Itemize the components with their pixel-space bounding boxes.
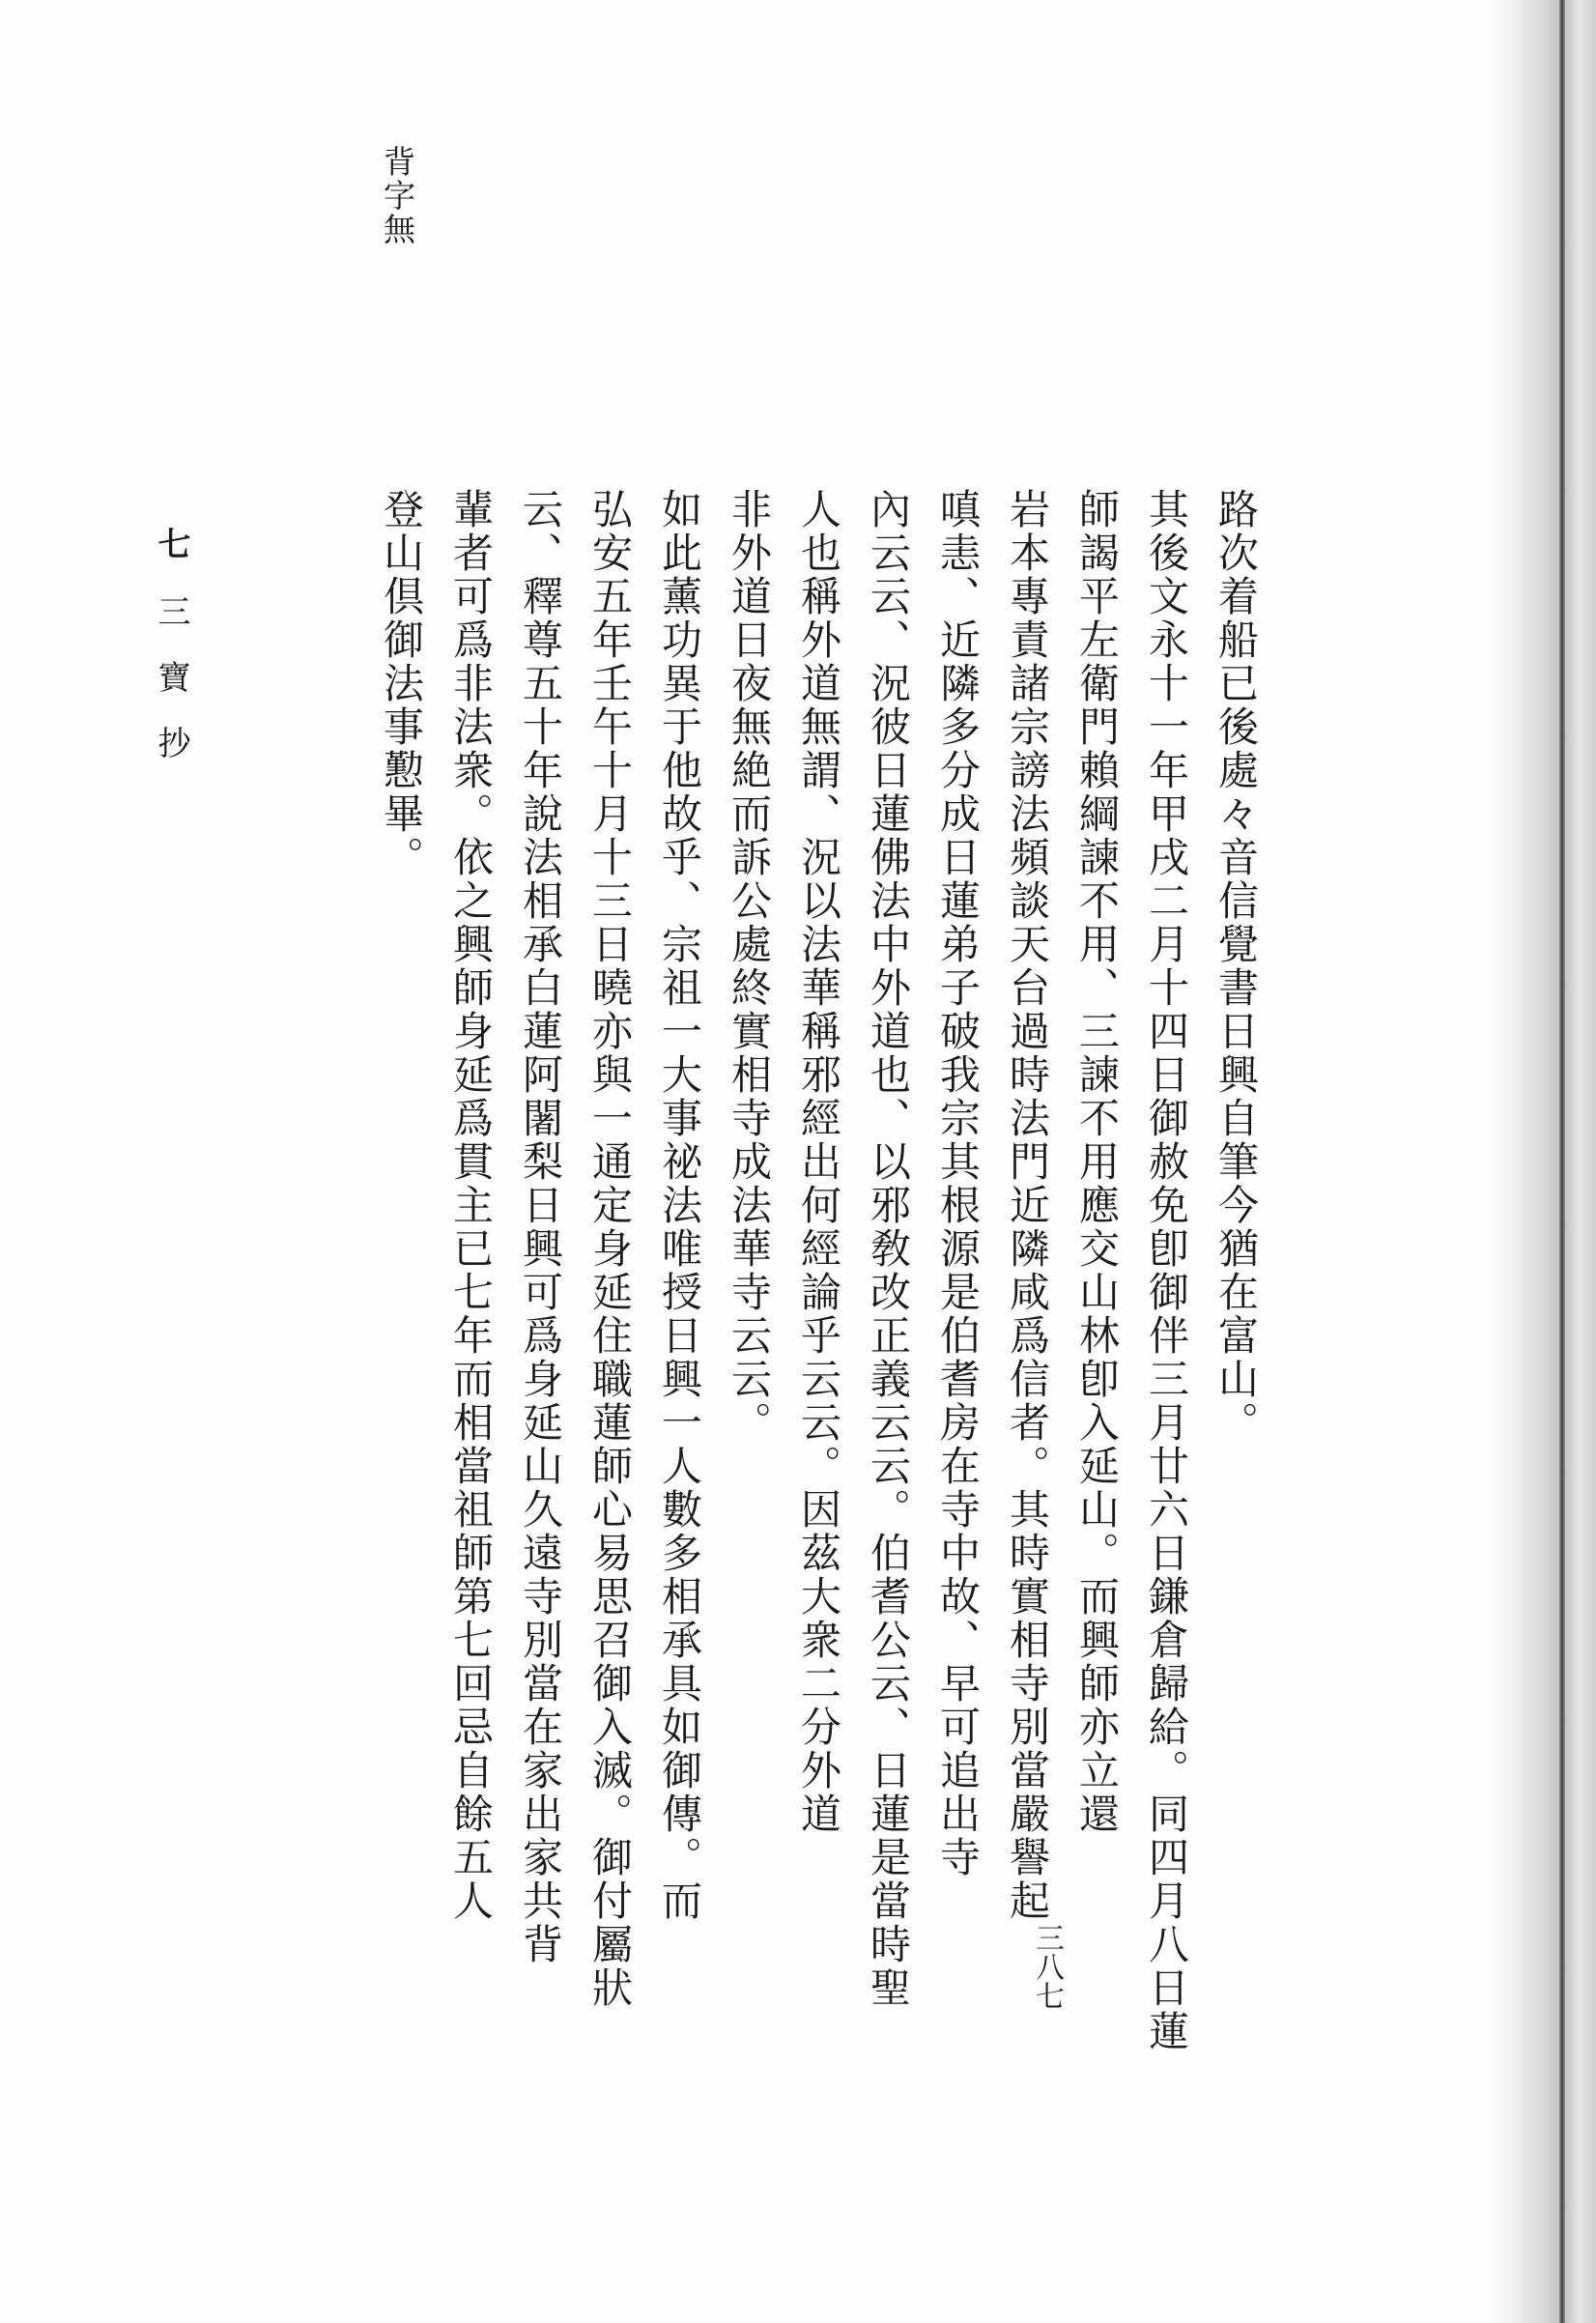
body-column-10: 弘安五年壬午十月十三日曉亦與一通定身延住職蓮師心易思召御入滅。御付屬狀	[586, 488, 634, 2010]
running-header-title: 三寶抄	[152, 594, 190, 791]
body-column-7: 人也稱外道無謂、況以法華稱邪經出何經論乎云云。因茲大衆二分外道	[795, 488, 842, 1836]
body-column-1: 路次着船已後處々音信覺書日興自筆今猶在富山。	[1212, 488, 1260, 1445]
body-column-3: 師謁平左衛門賴綱諫不用、三諫不用應交山林卽入延山。而興師亦立還	[1073, 488, 1121, 1836]
body-column-13: 登山倶御法事懃畢。	[378, 488, 425, 879]
page-number: 三八七	[1030, 1923, 1064, 2010]
body-column-12: 輩者可爲非法衆。依之興師身延爲貫主已七年而相當祖師第七回忌自餘五人	[447, 488, 495, 1923]
body-column-2: 其後文永十一年甲戌二月十四日御赦免卽御伴三月廿六日鎌倉歸給。同四月八日蓮	[1143, 488, 1190, 2053]
running-header-number: 七	[152, 527, 190, 559]
body-column-8: 非外道日夜無絶而訴公處終實相寺成法華寺云云。	[726, 488, 773, 1445]
body-column-9: 如此薰功異于他故乎、宗祖一大事祕法唯授日興一人數多相承具如御傳。而	[656, 488, 703, 1923]
side-note: 背字無	[379, 145, 416, 246]
binding-gutter-line	[1559, 0, 1565, 2323]
body-column-6: 內云云、況彼日蓮佛法中外道也、以邪敎改正義云云。伯耆公云、日蓮是當時聖	[865, 488, 912, 2010]
body-column-4: 岩本專責諸宗謗法頻談天台過時法門近隣咸爲信者。其時實相寺別當嚴譽起	[1004, 488, 1051, 1923]
body-column-5: 嗔恚、近隣多分成日蓮弟子破我宗其根源是伯耆房在寺中故、早可追出寺	[934, 488, 982, 1879]
body-column-11: 云、釋尊五十年說法相承白蓮阿闍梨日興可爲身延山久遠寺別當在家出家共背	[517, 488, 564, 1966]
binding-gutter-shadow	[1485, 0, 1596, 2323]
